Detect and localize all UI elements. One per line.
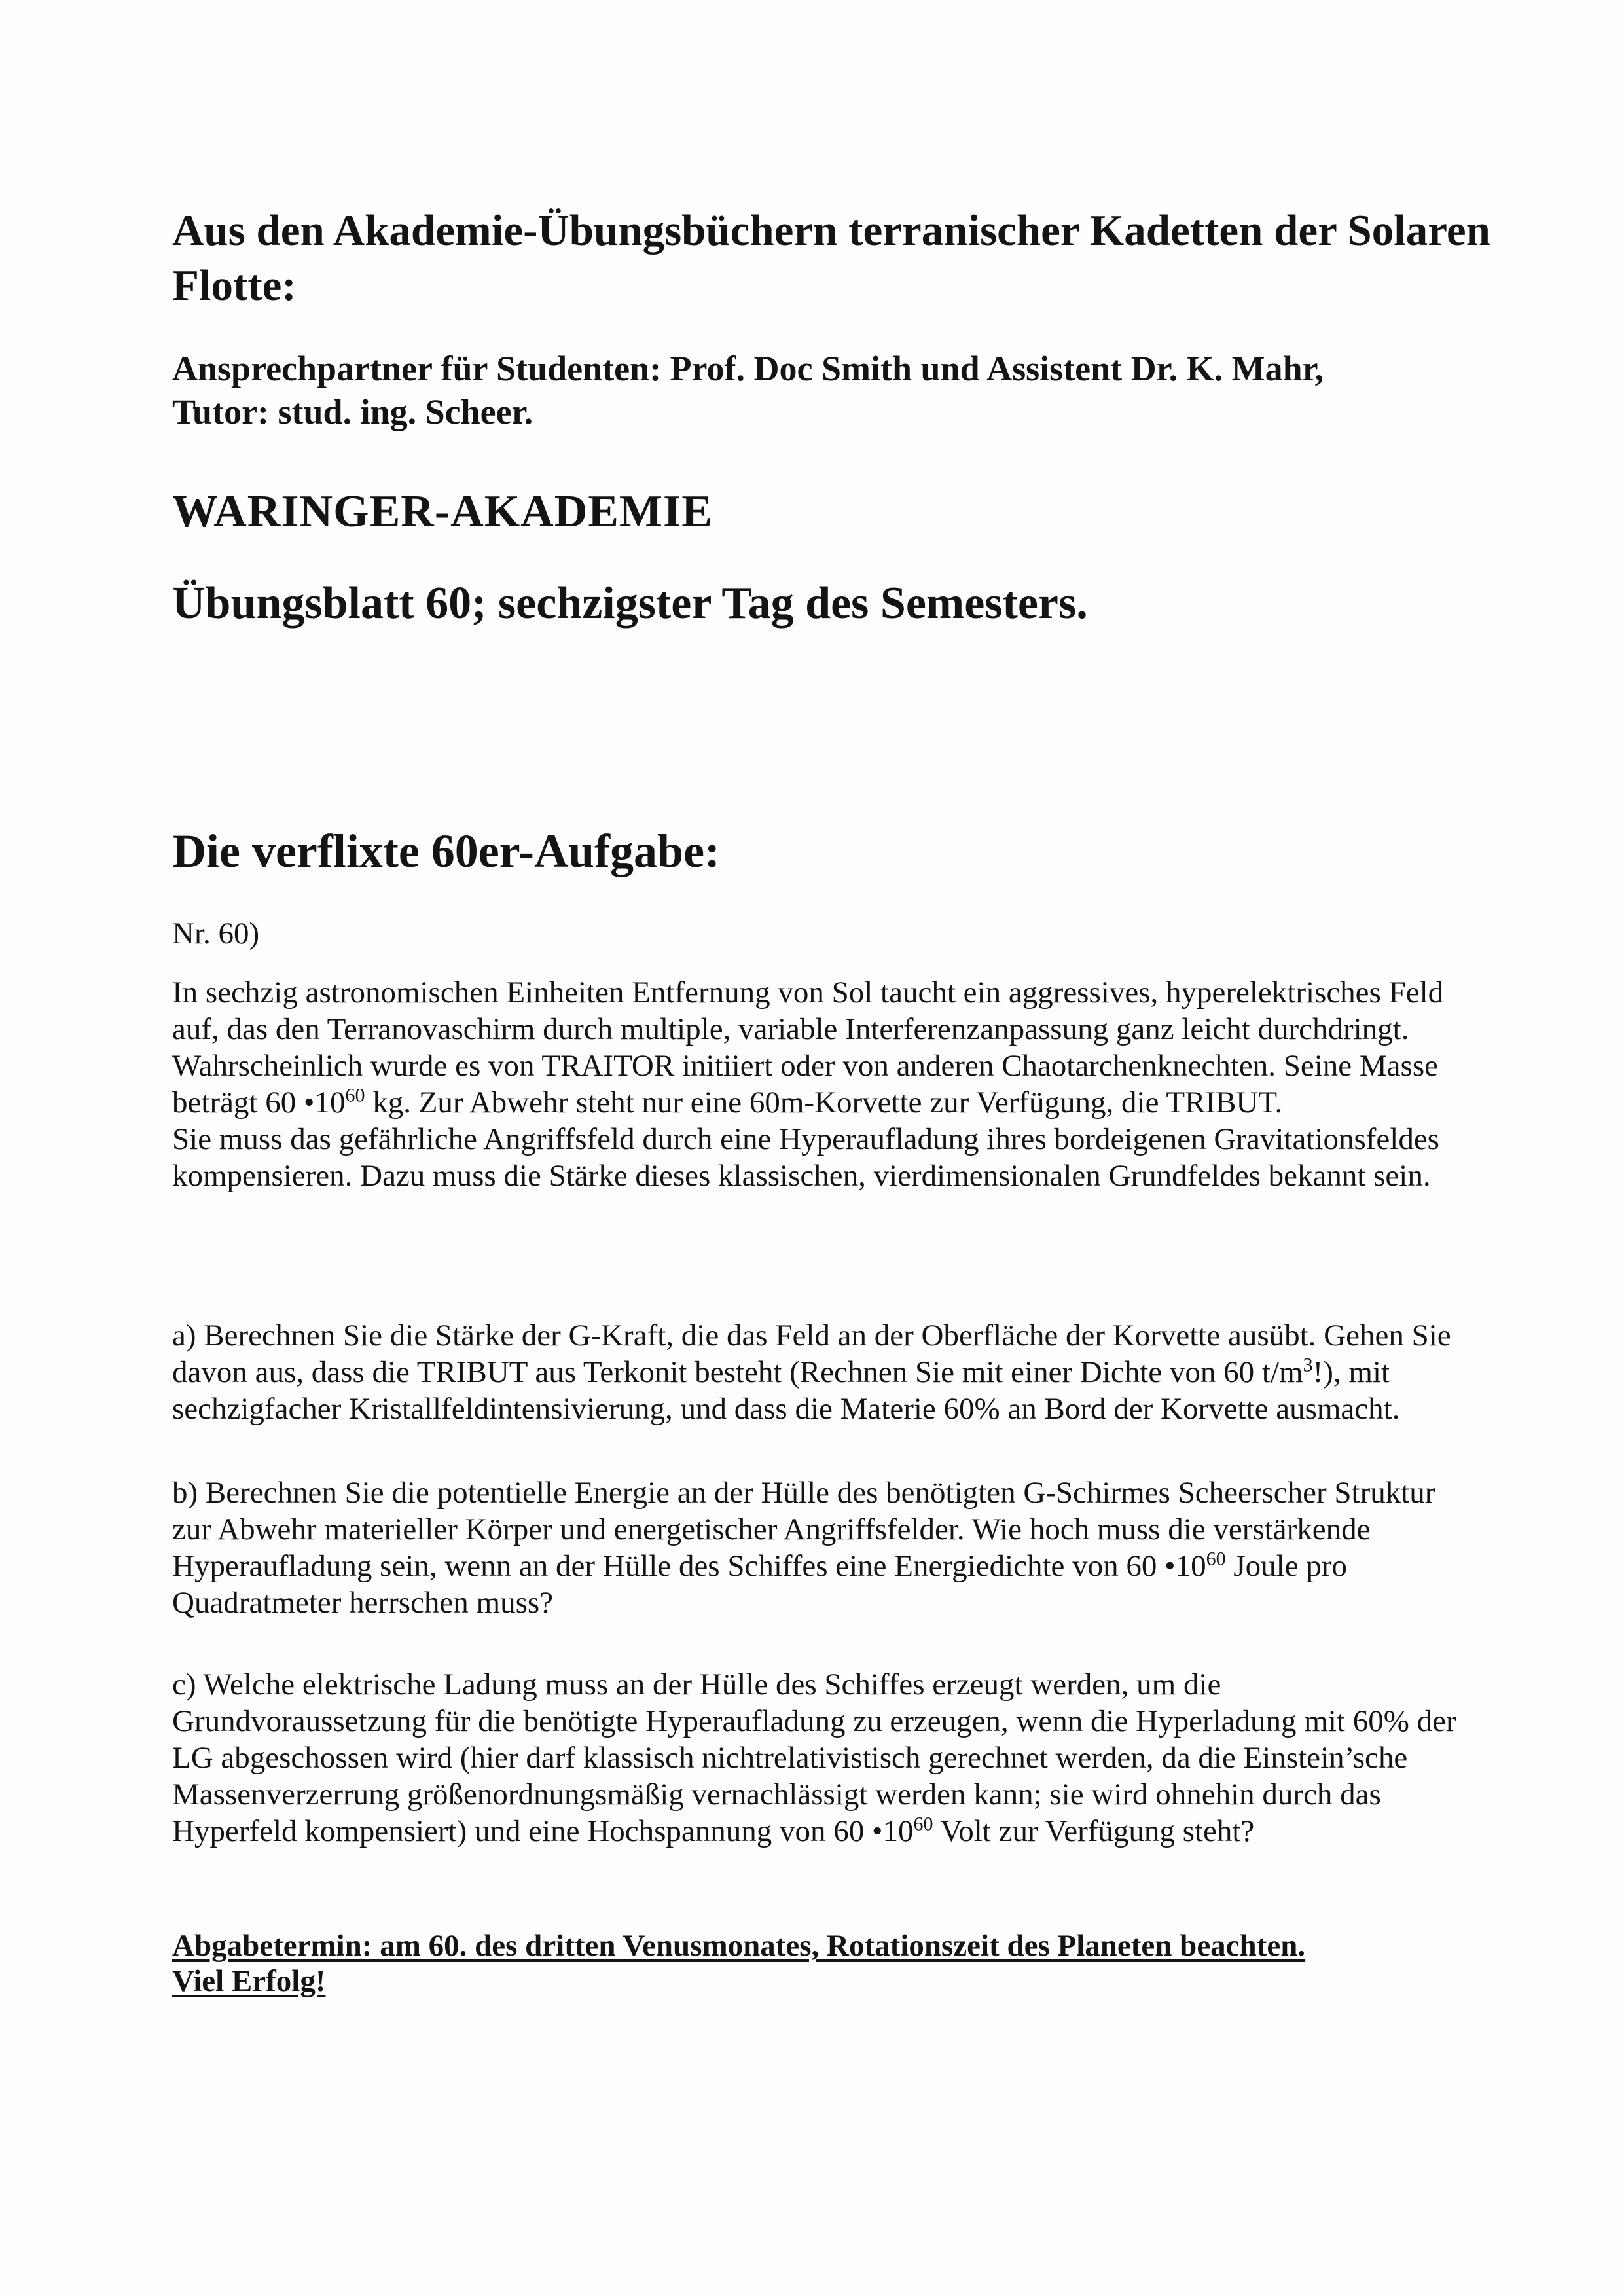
subtask-b-text-1: b) Berechnen Sie die potentielle Energie an der Hülle des benötigten G-Schirmes Scheerscher Struktur zur Abwehr materieller Körper und energetischer Angriffsfelder. Wie hoch muss die verstärkende Hyperaufladung sein, wenn an der Hülle des Schiffes eine Energiedichte von 60 •10: [172, 1476, 1435, 1583]
subtask-c-text-2: Volt zur Verfügung steht?: [933, 1814, 1255, 1848]
task-heading: Die verflixte 60er-Aufgabe:: [172, 825, 720, 877]
task-intro-paragraph: [172, 974, 1481, 1121]
subtask-b: [172, 1474, 1481, 1621]
intro-text-1: In sechzig astronomischen Einheiten Entfernung von Sol taucht ein aggressives, hyperelektrisches Feld auf, das den Terranovaschirm durch multiple, variable Interferenzanpassung ganz leicht durchdringt. Wahrscheinlich wurde es von TRAITOR initiiert oder von anderen Chaotarchenknechten. Seine Masse beträgt 60 •10: [172, 975, 1444, 1120]
contact-persons-line-1: Ansprechpartner für Studenten: Prof. Doc Smith und Assistent Dr. K. Mahr,: [172, 349, 1324, 388]
subtask-b-exponent: 60: [1206, 1548, 1226, 1570]
intro-text-2: kg. Zur Abwehr steht nur eine 60m-Korvette zur Verfügung, die TRIBUT.: [365, 1085, 1283, 1120]
subtask-c-exponent: 60: [913, 1813, 933, 1835]
subtask-c: [172, 1666, 1481, 1850]
contact-persons-line-2: Tutor: stud. ing. Scheer.: [172, 392, 533, 431]
task-number: Nr. 60): [172, 917, 260, 951]
subtask-c-text-1: c) Welche elektrische Ladung muss an der Hülle des Schiffes erzeugt werden, um die Grundvoraussetzung für die benötigte Hyperaufladung zu erzeugen, wenn die Hyperladung mit 60% der LG abgeschossen wird (hier darf klassisch nichtrelativistisch gerechnet werden, da die Einstein’sche Massenverzerrung größenordnungsmäßig vernachlässigt werden kann; sie wird ohnehin durch das Hyperfeld kompensiert) und eine Hochspannung von 60 •10: [172, 1667, 1456, 1848]
document-title: Aus den Akademie-Übungsbüchern terranischer Kadetten der Solaren Flotte:: [172, 206, 1490, 310]
subtask-a-exponent: 3: [1303, 1354, 1313, 1376]
subtask-b-text-2: Joule pro Quadratmeter herrschen muss?: [172, 1549, 1347, 1620]
subtask-a-text-2: !), mit sechzigfacher Kristallfeldintensivierung, und dass die Materie 60% an Bord der Korvette ausmacht.: [172, 1355, 1400, 1426]
good-luck-text: Viel Erfolg!: [172, 1964, 326, 1998]
task-intro-paragraph-2: Sie muss das gefährliche Angriffsfeld durch eine Hyperaufladung ihres bordeigenen Gravitationsfeldes kompensieren. Dazu muss die Stärke dieses klassischen, vierdimensionalen Grundfeldes bekannt sein.: [172, 1122, 1439, 1193]
contact-persons: [172, 347, 1534, 433]
subtask-a: [172, 1317, 1481, 1427]
intro-exponent: 60: [345, 1084, 365, 1106]
submission-deadline: [172, 1928, 1481, 1999]
academy-name: WARINGER-AKADEMIE: [172, 486, 713, 537]
exercise-sheet-title: Übungsblatt 60; sechzigster Tag des Semesters.: [172, 578, 1088, 629]
deadline-text: Abgabetermin: am 60. des dritten Venusmonates, Rotationszeit des Planeten beachten.: [172, 1929, 1306, 1963]
task-intro: [172, 974, 1481, 1194]
subtask-a-text-1: a) Berechnen Sie die Stärke der G-Kraft, die das Feld an der Oberfläche der Korvette ausübt. Gehen Sie davon aus, dass die TRIBUT aus Terkonit besteht (Rechnen Sie mit einer Dichte von 60 t/m: [172, 1319, 1451, 1389]
